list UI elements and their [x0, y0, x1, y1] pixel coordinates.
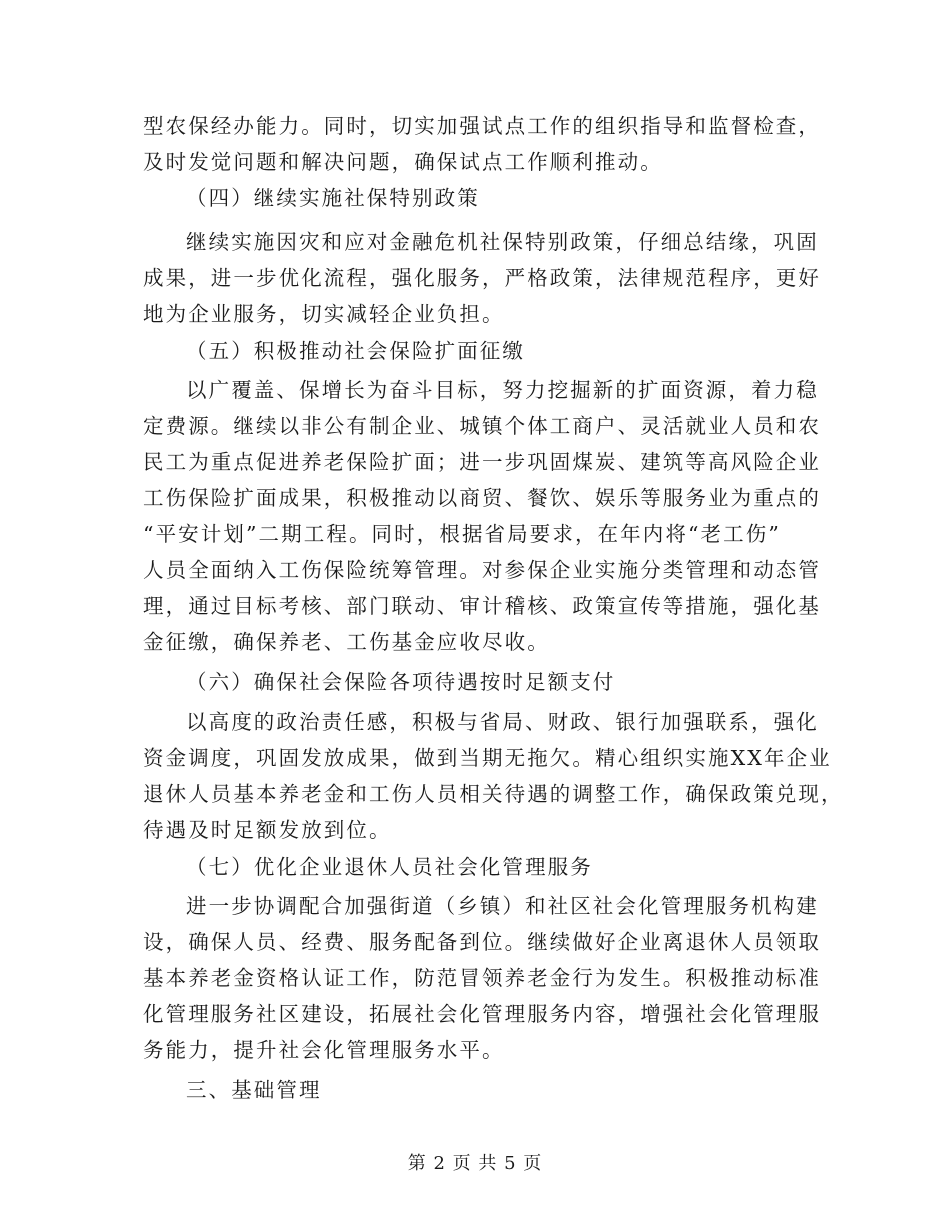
- paragraph-line: 以高度的政治责任感，积极与省局、财政、银行加强联系，强化: [186, 710, 819, 734]
- paragraph-line: 进一步协调配合加强街道（乡镇）和社区社会化管理服务机构建: [186, 894, 819, 918]
- paragraph-line: 型农保经办能力。同时，切实加强试点工作的组织指导和监督检查，: [143, 114, 821, 138]
- paragraph-line: 退休人员基本养老金和工伤人员相关待遇的调整工作，确保政策兑现，: [143, 782, 844, 806]
- paragraph-line: 继续实施因灾和应对金融危机社保特别政策，仔细总结缘，巩固: [186, 230, 819, 254]
- paragraph-line: 工伤保险扩面成果，积极推动以商贸、餐饮、娱乐等服务业为重点的: [143, 486, 821, 510]
- section-heading: （四）继续实施社保特别政策: [186, 186, 480, 210]
- paragraph-line: 待遇及时足额发放到位。: [143, 818, 392, 842]
- paragraph-line: 金征缴，确保养老、工伤基金应收尽收。: [143, 630, 550, 654]
- paragraph-line: 及时发觉问题和解决问题，确保试点工作顺利推动。: [143, 150, 663, 174]
- paragraph-line: 人员全面纳入工伤保险统筹管理。对参保企业实施分类管理和动态管: [143, 558, 821, 582]
- paragraph-line: 地为企业服务，切实减轻企业负担。: [143, 302, 505, 326]
- paragraph-line: 理，通过目标考核、部门联动、审计稽核、政策宣传等措施，强化基: [143, 594, 821, 618]
- paragraph-line: 化管理服务社区建设，拓展社会化管理服务内容，增强社会化管理服: [143, 1002, 821, 1026]
- paragraph-line: 设，确保人员、经费、服务配备到位。继续做好企业离退休人员领取: [143, 930, 821, 954]
- paragraph-line: 以广覆盖、保增长为奋斗目标，努力挖掘新的扩面资源，着力稳: [186, 378, 819, 402]
- paragraph-line: “平安计划”二期工程。同时，根据省局要求，在年内将“老工伤”: [143, 522, 781, 546]
- section-heading: 三、基础管理: [186, 1078, 322, 1102]
- paragraph-line: 成果，进一步优化流程，强化服务，严格政策，法律规范程序，更好: [143, 266, 821, 290]
- paragraph-line: 民工为重点促进养老保险扩面；进一步巩固煤炭、建筑等高风险企业: [143, 450, 821, 474]
- paragraph-line: 资金调度，巩固发放成果，做到当期无拖欠。精心组织实施XX年企业: [143, 746, 832, 770]
- section-heading: （六）确保社会保险各项待遇按时足额支付: [186, 670, 616, 694]
- paragraph-line: 务能力，提升社会化管理服务水平。: [143, 1038, 505, 1062]
- paragraph-line: 基本养老金资格认证工作，防范冒领养老金行为发生。积极推动标准: [143, 966, 821, 990]
- page-number-footer: 第 2 页 共 5 页: [407, 1153, 543, 1174]
- section-heading: （五）积极推动社会保险扩面征缴: [186, 339, 525, 363]
- section-heading: （七）优化企业退休人员社会化管理服务: [186, 855, 593, 879]
- paragraph-line: 定费源。继续以非公有制企业、城镇个体工商户、灵活就业人员和农: [143, 414, 821, 438]
